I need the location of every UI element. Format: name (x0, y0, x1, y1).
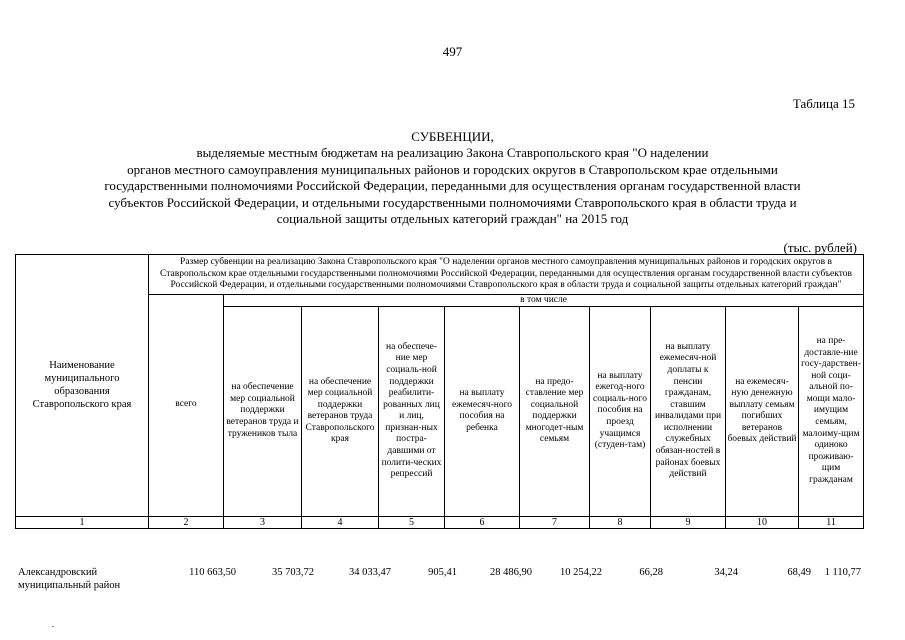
units-label: (тыс. рублей) (783, 240, 857, 255)
heading-line: государственными полномочиями Российской Федерации, переданными для осуществления органам государственной власти (104, 178, 801, 194)
column-number-row (16, 516, 864, 528)
column-number: 5 (379, 516, 445, 528)
column-header: на ежемесяч-ную денежную выплату семьям погибших ветеранов боевых действий (726, 306, 799, 516)
row-value: 1 110,77 (824, 567, 861, 578)
scan-speck (52, 626, 54, 627)
column-header: на предо-ставление мер социальной поддержки многодет-ным семьям (520, 306, 590, 516)
row-name: Александровский муниципальный район (18, 567, 121, 591)
column-number: 10 (726, 516, 799, 528)
heading-line: органов местного самоуправления муниципальных районов и городских округов в Ставропольском крае отдельными (127, 161, 778, 177)
column-number: 6 (445, 516, 520, 528)
column-number: 11 (799, 516, 864, 528)
table-label: Таблица 15 (792, 96, 855, 111)
column-header: на обеспечение мер социальной поддержки ветеранов труда и тружеников тыла (224, 306, 302, 516)
column-header: на выплату ежемесяч-ной доплаты к пенсии гражданам, ставшим инвалидами при исполнении служебных обязан-ностей в районах боевых действий (651, 306, 726, 516)
column-number: 2 (149, 516, 224, 528)
row-value: 10 254,22 (560, 567, 602, 578)
row-value: 110 663,50 (189, 567, 236, 578)
name-column-header: Наименование муниципального образования Ставропольского края (16, 255, 149, 517)
row-value: 35 703,72 (272, 567, 314, 578)
heading-line: выделяемые местным бюджетам на реализацию Закона Ставропольского края "О наделении (196, 145, 709, 161)
subsidy-span-header: Размер субвенции на реализацию Закона Ставропольского края "О наделении органов местного самоуправления муниципальных районов и городских округов в Ставропольском крае отдельными государственными полномочиями Российской Федерации, переданными для осуществления органам государственной власти субъектов Российской Федерации, и отдельными государственными полномочиями Ставропольского края в области труда и социальной защиты отдельных категорий граждан" (149, 255, 864, 295)
total-column-header: всего (149, 294, 224, 516)
header-row-span (16, 255, 864, 295)
column-number: 9 (651, 516, 726, 528)
row-value: 66,28 (639, 567, 663, 578)
column-header: на выплату ежемесяч-ного пособия на ребенка (445, 306, 520, 516)
row-value: 905,41 (428, 567, 457, 578)
subsidy-table (15, 254, 864, 529)
column-number: 7 (520, 516, 590, 528)
row-value: 68,49 (787, 567, 811, 578)
row-value: 34,24 (714, 567, 738, 578)
row-value: 28 486,90 (490, 567, 532, 578)
heading-title: СУБВЕНЦИИ, (411, 129, 494, 144)
row-value: 34 033,47 (349, 567, 391, 578)
page-number: 497 (442, 44, 463, 59)
column-number: 4 (302, 516, 379, 528)
column-number: 8 (590, 516, 651, 528)
column-header: на выплату ежегод-ного социаль-ного пособия на проезд учащимся (студен-там) (590, 306, 651, 516)
heading-line: субъектов Российской Федерации, и отдельными государственными полномочиями Ставропольского края в области труда и (108, 194, 797, 210)
document-heading (40, 129, 865, 227)
heading-line: социальной защиты отдельных категорий граждан" на 2015 год (276, 211, 629, 227)
column-number: 1 (16, 516, 149, 528)
including-header: в том числе (224, 294, 864, 306)
column-header: на пре-доставле-ние госу-дарствен-ной соци-альной по-мощи мало-имущим семьям, малоиму-щим одиноко проживаю-щим гражданам (799, 306, 864, 516)
column-header: на обеспече-ние мер социаль-ной поддержки реабилити-рованных лиц и лиц, признан-ных постра-давшими от полити-ческих репрессий (379, 306, 445, 516)
column-header: на обеспечение мер социальной поддержки ветеранов труда Ставропольского края (302, 306, 379, 516)
column-number: 3 (224, 516, 302, 528)
